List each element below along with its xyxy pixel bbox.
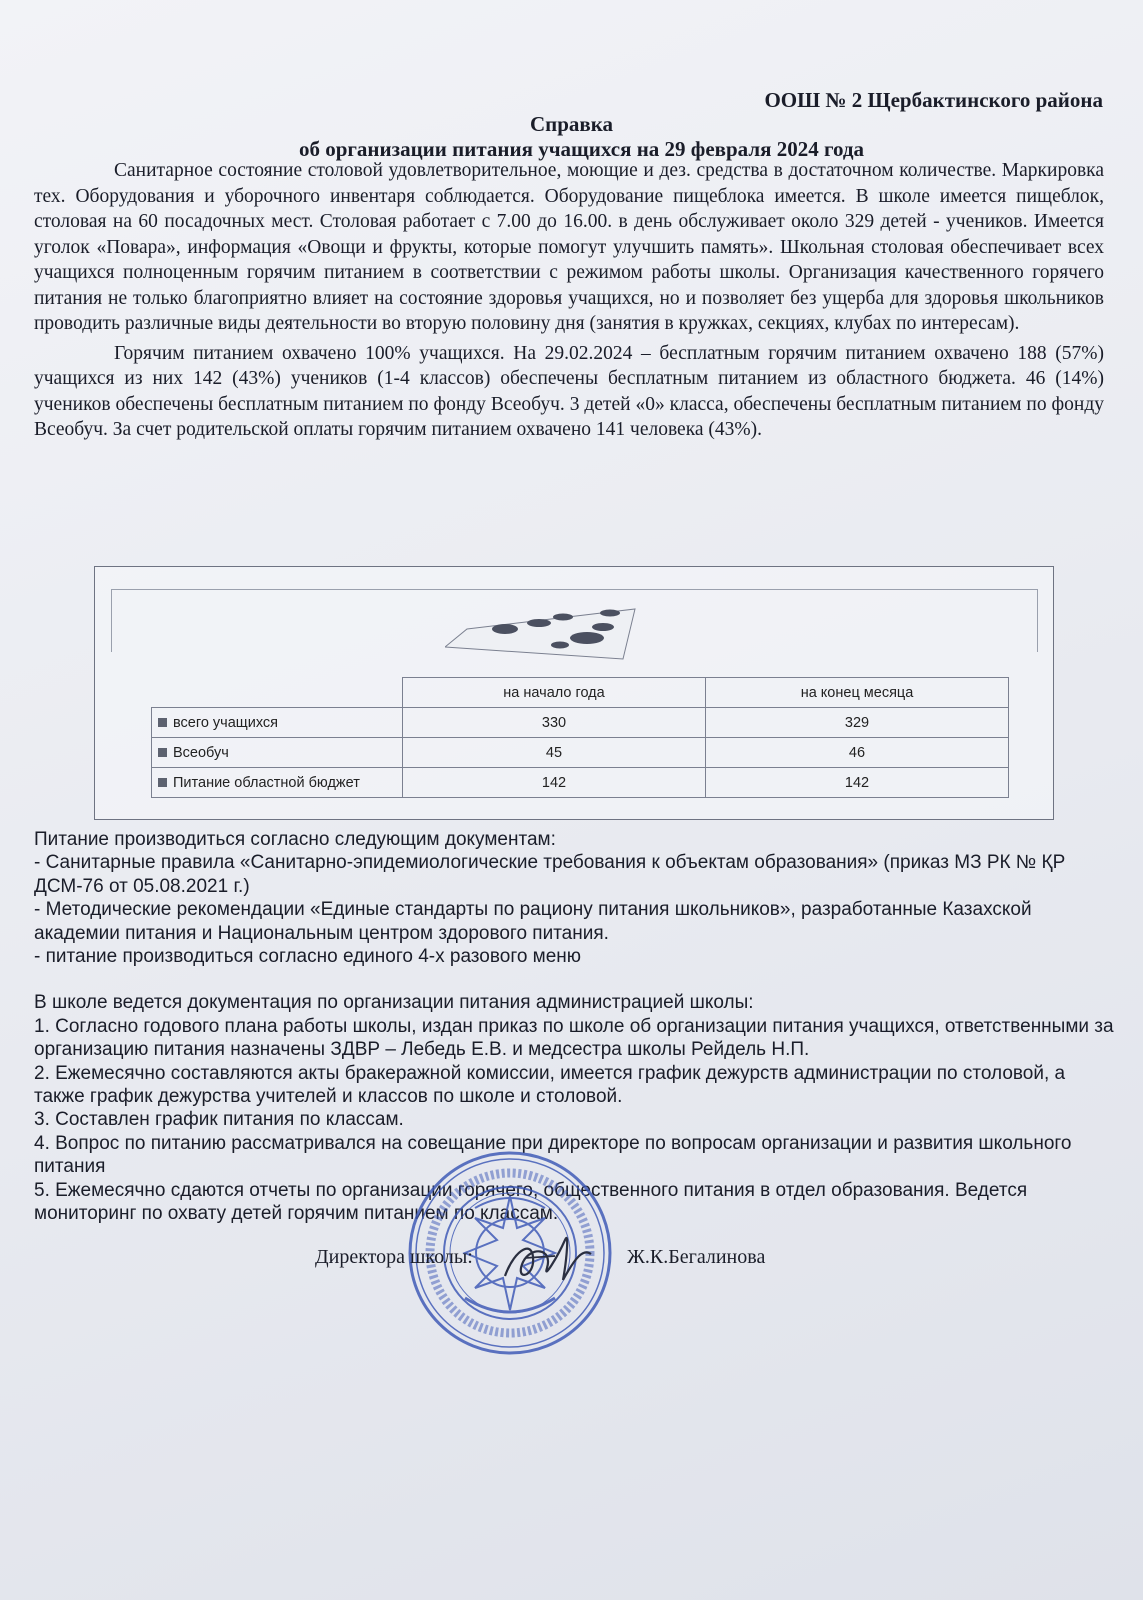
document-title: Справка <box>529 112 614 136</box>
chart-data-label: 329 <box>706 708 1009 738</box>
legend-swatch <box>158 778 167 787</box>
chart-data-label: 330 <box>403 708 706 738</box>
chart-data-label: 46 <box>706 738 1009 768</box>
legend-label: Всеобуч <box>173 744 229 761</box>
documentation-intro: В школе ведется документация по организации питания администрацией школы: <box>34 992 754 1014</box>
legend-label: всего учащихся <box>173 714 279 731</box>
chart-frame <box>94 566 1054 820</box>
chart-series-row <box>152 768 1009 798</box>
documents-intro: Питание производиться согласно следующим документам: <box>34 829 556 850</box>
document-item: - Методические рекомендации «Единые стандарты по рациону питания школьников», разработанные Казахской академии питания и Национальным центром здорового питания. <box>34 899 1032 944</box>
chart-series-row <box>152 738 1009 768</box>
document-item: - Санитарные правила «Санитарно-эпидемиологические требования к объектам образования» (приказ МЗ РК № ҚР ДСМ-76 от 05.08.2021 г.) <box>34 852 1066 897</box>
documentation-item: 5. Ежемесячно сдаются отчеты по организации горячего, общественного питания в отдел образования. Ведется мониторинг по охвату детей горячим питанием по классам. <box>34 1179 1028 1225</box>
chart-series-row <box>152 708 1009 738</box>
chart-data-label: 142 <box>403 768 706 798</box>
legend-swatch <box>158 748 167 757</box>
chart-data-table <box>151 677 1009 798</box>
spacer <box>34 968 1114 991</box>
signer-role: Директора школы: <box>315 1246 473 1268</box>
handwritten-signature-icon <box>495 1218 605 1298</box>
chart-tick-label: на конец месяца <box>706 678 1009 708</box>
paragraph-sanitary: Санитарное состояние столовой удовлетворительное, моющие и дез. средства в достаточном количестве. Маркировка тех. Оборудования и уборочного инвентаря соблюдается. Оборудование пищеблока имеется. В школе имеется пищеблок, столовая на 60 посадочных мест. Столовая работает с 7.00 до 16.00. в день обслуживает около 329 детей - учеников. Имеется уголок «Повара», информация «Овощи и фрукты, которые помогут улучшить память». Школьная столовая обеспечивает всех учащихся полноценным горячим питанием в соответствии с режимом работы школы. Организация качественного горячего питания не только благоприятно влияет на состояние здоровья учащихся, но и позволяет без ущерба для здоровья школьников проводить различные виды деятельности во вторую половину дня (занятия в кружках, секциях, клубах по интересам). <box>34 160 1104 334</box>
chart-tick-label: на начало года <box>403 678 706 708</box>
school-name: ООШ № 2 Щербактинского района <box>764 88 1103 112</box>
paragraph-coverage: Горячим питанием охвачено 100% учащихся. На 29.02.2024 – бесплатным горячим питанием охвачено 188 (57%) учащихся из них 142 (43%) учеников (1-4 классов) обеспечены бесплатным питанием из областного бюджета. 46 (14%) учеников обеспечены бесплатным питанием по фонду Всеобуч. 3 детей «0» класса, обеспечены бесплатным питанием по фонду Всеобуч. За счет родительской оплаты горячим питанием охвачено 141 человека (43%). <box>34 342 1104 440</box>
report-body <box>34 158 1104 443</box>
legend-swatch <box>158 718 167 727</box>
documentation-item: 4. Вопрос по питанию рассматривался на совещание при директоре по вопросам организации и развития школьного питания <box>34 1132 1072 1178</box>
legend-label: Питание областной бюджет <box>173 774 360 791</box>
document-item: - питание производиться согласно единого 4-х разового меню <box>34 946 582 968</box>
chart-table-corner <box>152 678 403 708</box>
chart-table-header <box>152 678 1009 708</box>
document-subtitle: об организации питания учащихся на 29 февраля 2024 года <box>298 137 865 161</box>
chart-data-label: 142 <box>706 768 1009 798</box>
signer-name: Ж.К.Бегалинова <box>627 1246 766 1268</box>
chart-floor <box>445 607 645 663</box>
chart-data-label: 45 <box>403 738 706 768</box>
documentation-item: 2. Ежемесячно составляются акты бракеражной комиссии, имеется график дежурств администрации по столовой, а также график дежурства учителей и классов по школе и столовой. <box>34 1062 1066 1108</box>
documentation-item: 1. Согласно годового плана работы школы, издан приказ по школе об организации питания учащихся, ответственными за организацию питания назначены ЗДВР – Лебедь Е.В. и медсестра школы Рейдель Н.П. <box>34 1015 1114 1061</box>
documentation-item: 3. Составлен график питания по классам. <box>34 1109 404 1131</box>
